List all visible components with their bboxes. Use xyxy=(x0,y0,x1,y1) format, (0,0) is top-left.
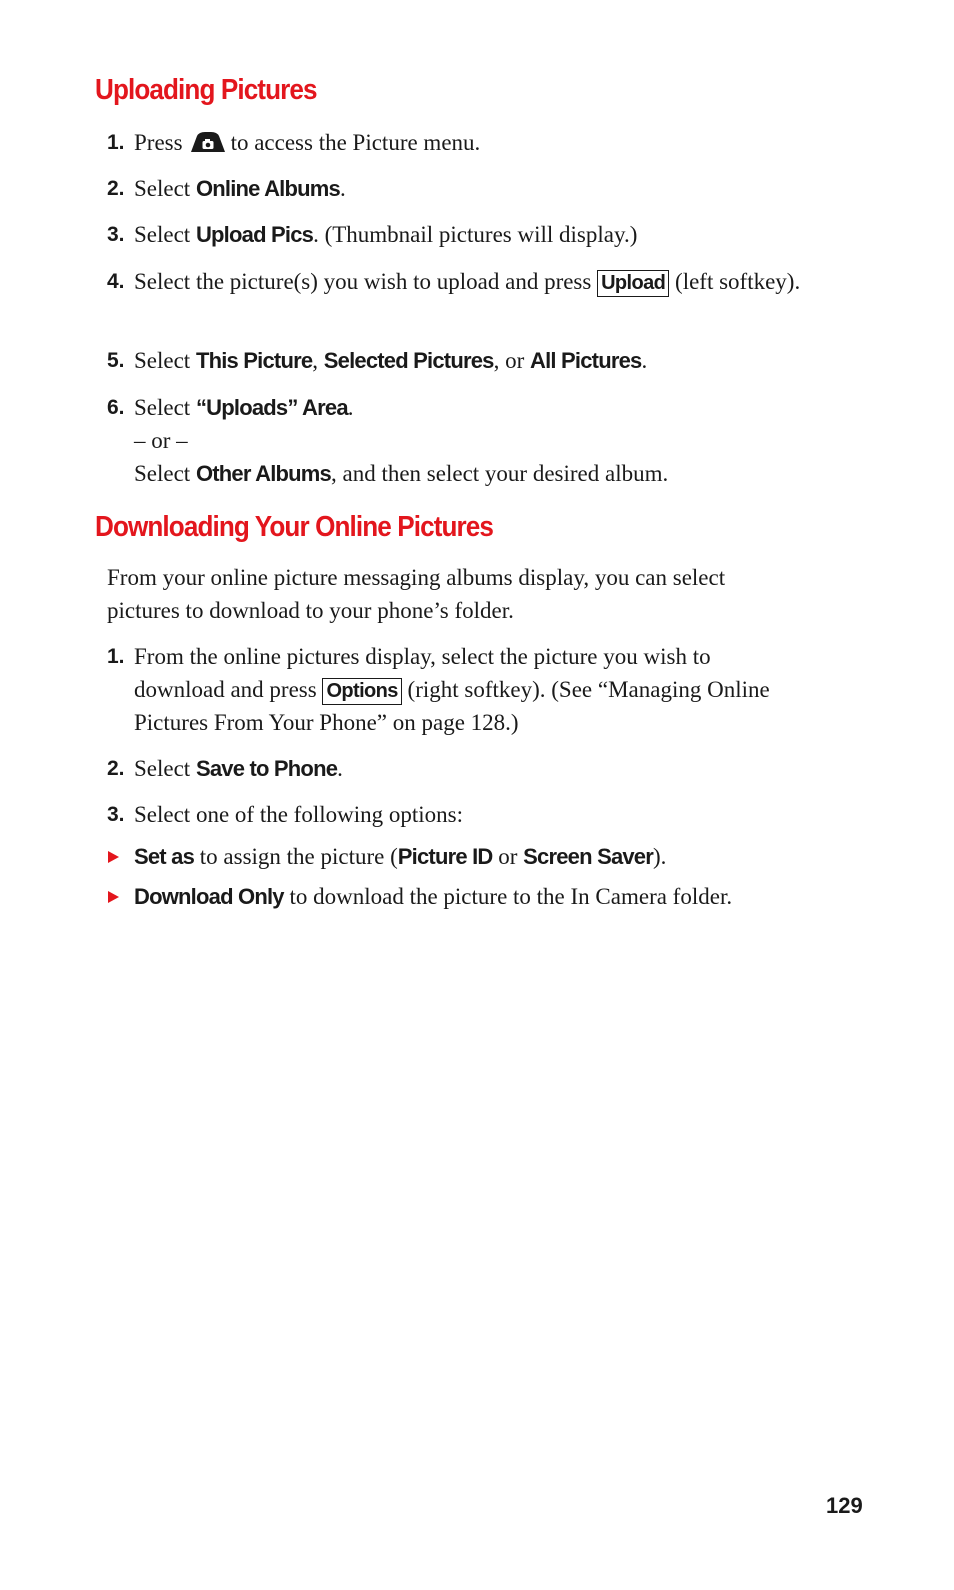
menu-option: This Picture xyxy=(195,348,313,373)
triangle-bullet-icon xyxy=(108,891,119,903)
menu-option: Upload Pics xyxy=(195,222,314,247)
menu-option: All Pictures xyxy=(530,348,642,373)
softkey-label: Options xyxy=(322,678,401,705)
step-number: 2. xyxy=(107,177,125,200)
step-number: 1. xyxy=(107,645,125,668)
menu-option: Download Only xyxy=(134,884,284,909)
menu-option: Screen Saver xyxy=(523,844,654,869)
camera-key-icon xyxy=(187,130,229,163)
softkey-label: Upload xyxy=(597,270,669,297)
step-text: Select Save to Phone. xyxy=(134,756,343,781)
menu-option: Picture ID xyxy=(397,844,493,869)
menu-option: Selected Pictures xyxy=(323,348,494,373)
step-text: Select Online Albums. xyxy=(134,176,346,201)
bullet-text: Set as to assign the picture (Picture ID or Screen Saver). xyxy=(134,844,667,869)
bullet-text: Download Only to download the picture to the In Camera folder. xyxy=(134,884,733,909)
menu-option: Save to Phone xyxy=(195,756,338,781)
step-number: 5. xyxy=(107,349,125,372)
step-number: 1. xyxy=(107,131,125,154)
step-number: 6. xyxy=(107,396,125,419)
step-number: 3. xyxy=(107,803,125,826)
step-text: Select This Picture, Selected Pictures, or All Pictures. xyxy=(134,348,648,373)
menu-option: Set as xyxy=(134,844,195,869)
step-text: Select the picture(s) you wish to upload and press Upload (left softkey). xyxy=(134,265,824,298)
menu-option: Online Albums xyxy=(195,176,340,201)
or-separator: – or – xyxy=(134,428,188,453)
step-number: 4. xyxy=(107,270,125,293)
section-heading-downloading: Downloading Your Online Pictures xyxy=(95,511,494,543)
step-text: Select one of the following options: xyxy=(134,802,463,827)
menu-option: Other Albums xyxy=(195,461,331,486)
step-text: Press to access the Picture menu. xyxy=(134,126,824,163)
menu-option: “Uploads” Area xyxy=(195,395,348,420)
step-text: Select Upload Pics. (Thumbnail pictures will display.) xyxy=(134,222,638,247)
step-text: Select “Uploads” Area. – or – Select Other Albums, and then select your desired album. xyxy=(134,395,669,486)
step-number: 3. xyxy=(107,223,125,246)
section-heading-uploading: Uploading Pictures xyxy=(95,74,317,106)
triangle-bullet-icon xyxy=(108,851,119,863)
page-number: 129 xyxy=(826,1493,863,1518)
intro-paragraph: From your online picture messaging albums display, you can select pictures to download to your phone’s folder. xyxy=(107,565,726,623)
step-number: 2. xyxy=(107,757,125,780)
step-text: From the online pictures display, select the picture you wish to download and press Options (right softkey). (See “Managing Online Pictures From Your Phone” on page 128.) xyxy=(134,644,770,735)
